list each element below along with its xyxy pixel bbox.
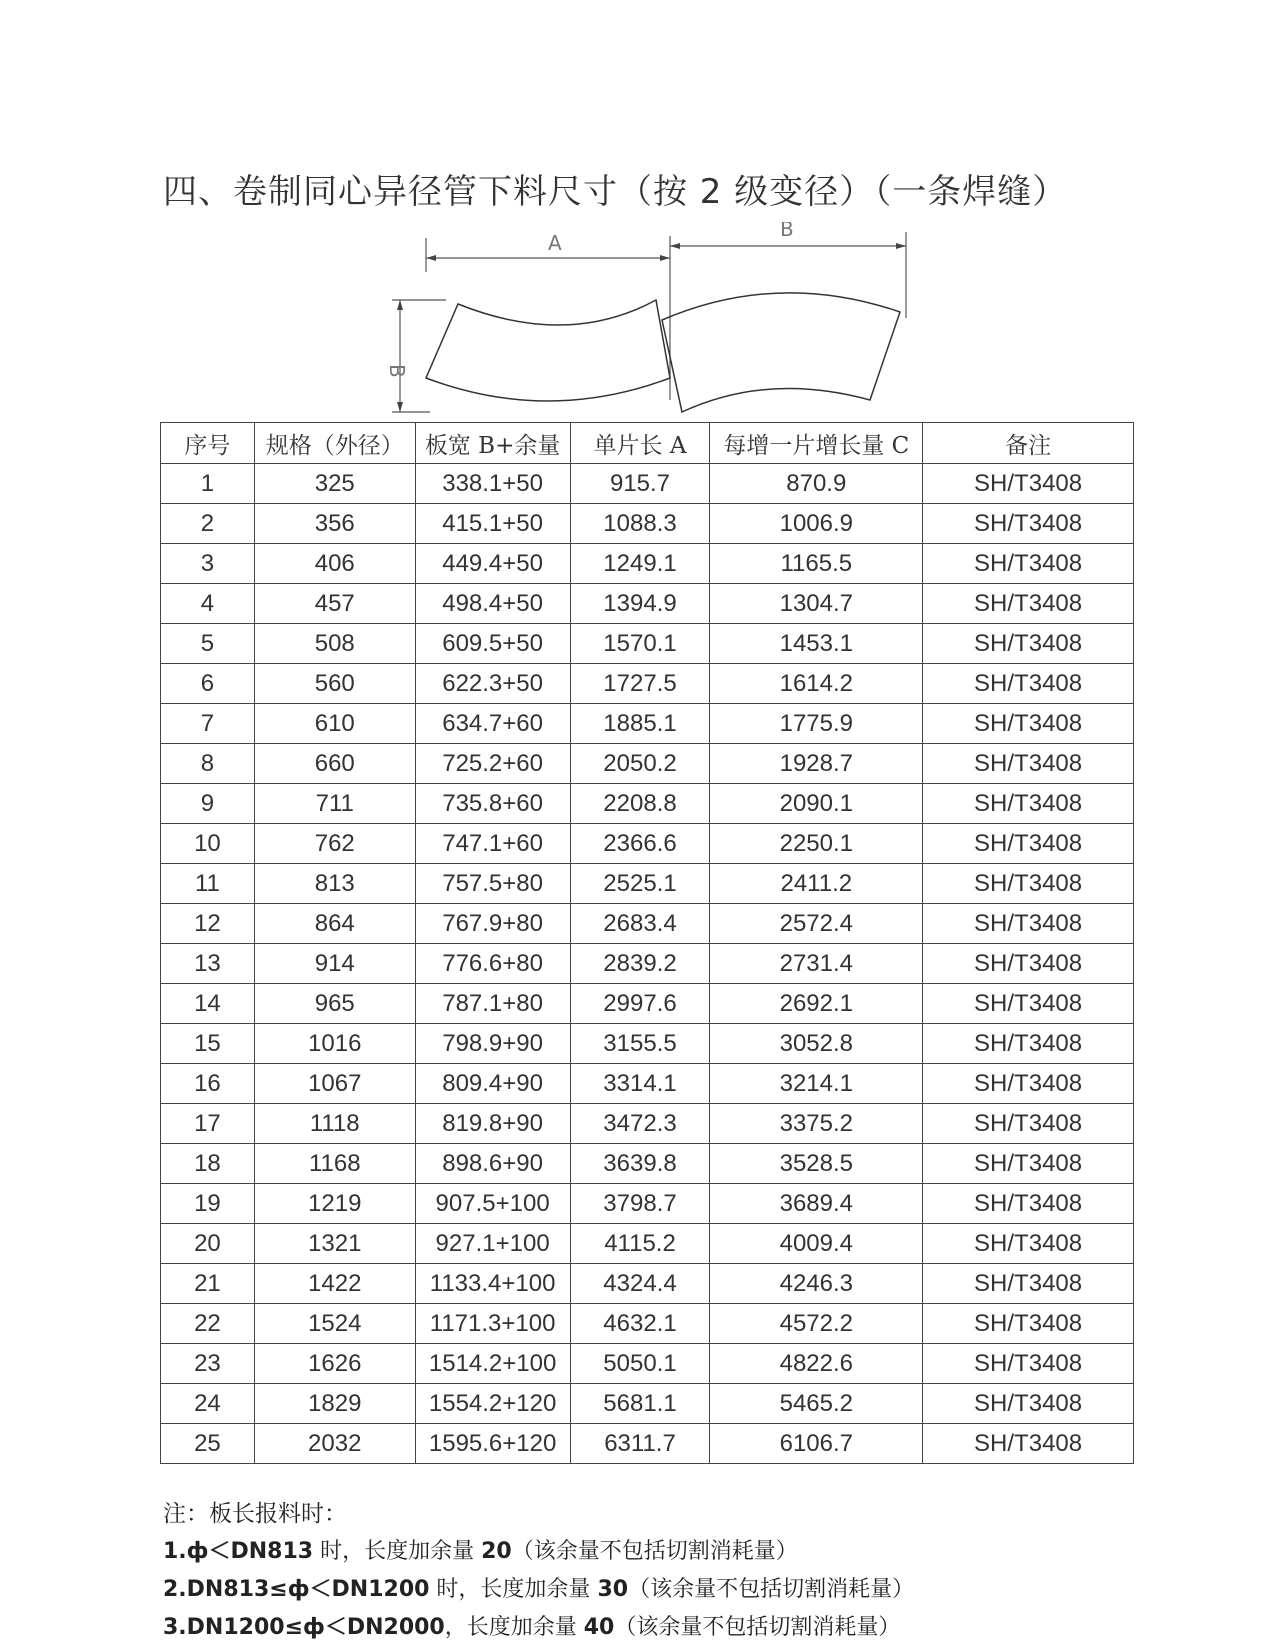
cell-plate-width: 907.5+100 [415,1184,570,1224]
cell-spec: 660 [254,744,415,784]
cell-increment: 1006.9 [710,504,923,544]
cell-remark: SH/T3408 [923,1344,1134,1384]
dim-label-b-top: B [780,222,794,241]
dim-label-b-side: B [385,364,409,378]
table-row [161,984,1134,1024]
note-text: 时，长度加余量 [313,1539,482,1564]
table-row [161,904,1134,944]
cell-increment: 2090.1 [710,784,923,824]
table-row [161,624,1134,664]
cell-plate-width: 634.7+60 [415,704,570,744]
cell-single-length: 1727.5 [570,664,710,704]
note-suffix: （该余量不包括切割消耗量） [614,1615,901,1640]
cell-spec: 508 [254,624,415,664]
cell-index: 2 [161,504,255,544]
cell-remark: SH/T3408 [923,504,1134,544]
cell-index: 5 [161,624,255,664]
cell-plate-width: 757.5+80 [415,864,570,904]
table-row [161,1104,1134,1144]
cell-increment: 1453.1 [710,624,923,664]
cell-plate-width: 1133.4+100 [415,1264,570,1304]
cell-single-length: 2997.6 [570,984,710,1024]
cell-index: 23 [161,1344,255,1384]
arrow-b-side-top [397,300,403,310]
cell-spec: 1067 [254,1064,415,1104]
note-text: ，长度加余量 [444,1615,584,1640]
cell-single-length: 6311.7 [570,1424,710,1464]
cell-plate-width: 735.8+60 [415,784,570,824]
note-amount: 20 [481,1539,512,1564]
cell-single-length: 3639.8 [570,1144,710,1184]
cell-index: 7 [161,704,255,744]
cutting-size-table [160,422,1134,1464]
note-condition: 1.ф＜DN813 [163,1539,314,1564]
note-suffix: （该余量不包括切割消耗量） [628,1577,915,1602]
cell-single-length: 5681.1 [570,1384,710,1424]
cell-index: 12 [161,904,255,944]
cell-remark: SH/T3408 [923,1304,1134,1344]
cell-remark: SH/T3408 [923,1104,1134,1144]
header-plate-width: 板宽 B+余量 [415,423,570,464]
cell-plate-width: 787.1+80 [415,984,570,1024]
table-row [161,1304,1134,1344]
cell-single-length: 1088.3 [570,504,710,544]
note-condition: 2.DN813≤ф＜DN1200 [163,1577,430,1602]
notes-section [163,1495,914,1648]
cell-spec: 2032 [254,1424,415,1464]
cell-increment: 3052.8 [710,1024,923,1064]
cell-single-length: 2525.1 [570,864,710,904]
table-row [161,544,1134,584]
cell-spec: 914 [254,944,415,984]
reducer-layout-diagram [370,222,930,422]
cell-remark: SH/T3408 [923,1064,1134,1104]
note-line [163,1534,914,1565]
cell-increment: 2731.4 [710,944,923,984]
cell-single-length: 4115.2 [570,1224,710,1264]
header-spec: 规格（外径） [254,423,415,464]
table-row [161,1184,1134,1224]
cell-remark: SH/T3408 [923,904,1134,944]
cell-spec: 1016 [254,1024,415,1064]
table-row [161,1144,1134,1184]
cell-single-length: 2050.2 [570,744,710,784]
cell-increment: 3528.5 [710,1144,923,1184]
cell-plate-width: 1554.2+120 [415,1384,570,1424]
cell-remark: SH/T3408 [923,824,1134,864]
table-row [161,824,1134,864]
cell-index: 11 [161,864,255,904]
cell-spec: 1829 [254,1384,415,1424]
cell-increment: 3375.2 [710,1104,923,1144]
cell-increment: 1304.7 [710,584,923,624]
cell-plate-width: 622.3+50 [415,664,570,704]
cell-remark: SH/T3408 [923,864,1134,904]
cell-index: 10 [161,824,255,864]
cell-index: 20 [161,1224,255,1264]
dim-label-a: A [548,231,562,255]
cell-plate-width: 498.4+50 [415,584,570,624]
cell-spec: 356 [254,504,415,544]
cell-remark: SH/T3408 [923,984,1134,1024]
cell-single-length: 2208.8 [570,784,710,824]
cell-spec: 1118 [254,1104,415,1144]
cell-single-length: 2366.6 [570,824,710,864]
cell-index: 17 [161,1104,255,1144]
cell-plate-width: 819.8+90 [415,1104,570,1144]
arrow-b-right [896,243,906,249]
table-row [161,584,1134,624]
cell-plate-width: 449.4+50 [415,544,570,584]
cell-remark: SH/T3408 [923,1224,1134,1264]
cell-single-length: 4324.4 [570,1264,710,1304]
cell-index: 25 [161,1424,255,1464]
cell-spec: 1219 [254,1184,415,1224]
cell-spec: 813 [254,864,415,904]
table-row [161,1224,1134,1264]
note-amount: 30 [597,1577,629,1602]
left-sector-shape [426,300,670,401]
cell-increment: 2411.2 [710,864,923,904]
cell-plate-width: 767.9+80 [415,904,570,944]
cell-single-length: 2839.2 [570,944,710,984]
table-row [161,864,1134,904]
cell-single-length: 1885.1 [570,704,710,744]
table-row [161,1424,1134,1464]
cell-increment: 1614.2 [710,664,923,704]
cell-remark: SH/T3408 [923,704,1134,744]
page-title: 四、卷制同心异径管下料尺寸（按 2 级变径）（一条焊缝） [163,172,1068,212]
cell-single-length: 2683.4 [570,904,710,944]
cell-increment: 4009.4 [710,1224,923,1264]
cell-remark: SH/T3408 [923,744,1134,784]
cell-spec: 325 [254,464,415,504]
cell-index: 16 [161,1064,255,1104]
cell-plate-width: 1595.6+120 [415,1424,570,1464]
cell-plate-width: 798.9+90 [415,1024,570,1064]
cell-index: 1 [161,464,255,504]
cell-index: 22 [161,1304,255,1344]
cell-plate-width: 338.1+50 [415,464,570,504]
cell-spec: 762 [254,824,415,864]
cell-remark: SH/T3408 [923,584,1134,624]
cell-spec: 864 [254,904,415,944]
table-row [161,1064,1134,1104]
arrow-a-right [660,255,670,261]
cell-index: 24 [161,1384,255,1424]
table-row [161,464,1134,504]
cell-increment: 5465.2 [710,1384,923,1424]
cell-single-length: 915.7 [570,464,710,504]
cell-plate-width: 1171.3+100 [415,1304,570,1344]
cell-spec: 610 [254,704,415,744]
arrow-b-side-bottom [397,402,403,412]
notes-heading: 注：板长报料时： [163,1501,347,1527]
cell-plate-width: 1514.2+100 [415,1344,570,1384]
cell-increment: 2250.1 [710,824,923,864]
cell-single-length: 1394.9 [570,584,710,624]
cell-index: 6 [161,664,255,704]
table-row [161,1264,1134,1304]
note-amount: 40 [583,1615,615,1640]
cell-index: 4 [161,584,255,624]
cell-index: 13 [161,944,255,984]
table-row [161,664,1134,704]
cell-spec: 457 [254,584,415,624]
cell-remark: SH/T3408 [923,664,1134,704]
cell-plate-width: 776.6+80 [415,944,570,984]
cell-single-length: 1570.1 [570,624,710,664]
note-text: 时，长度加余量 [429,1577,598,1602]
cell-plate-width: 725.2+60 [415,744,570,784]
cell-plate-width: 809.4+90 [415,1064,570,1104]
cell-remark: SH/T3408 [923,1144,1134,1184]
cell-increment: 1165.5 [710,544,923,584]
cell-plate-width: 927.1+100 [415,1224,570,1264]
cell-single-length: 3155.5 [570,1024,710,1064]
cell-remark: SH/T3408 [923,1264,1134,1304]
cell-increment: 4822.6 [710,1344,923,1384]
cell-index: 9 [161,784,255,824]
diagram-svg [370,222,930,422]
cell-spec: 1422 [254,1264,415,1304]
table-row [161,704,1134,744]
cell-increment: 870.9 [710,464,923,504]
cell-spec: 1321 [254,1224,415,1264]
cell-remark: SH/T3408 [923,544,1134,584]
cell-increment: 4572.2 [710,1304,923,1344]
cell-increment: 1928.7 [710,744,923,784]
cell-single-length: 3472.3 [570,1104,710,1144]
table-row [161,1024,1134,1064]
cell-spec: 1168 [254,1144,415,1184]
cell-increment: 4246.3 [710,1264,923,1304]
header-index: 序号 [161,423,255,464]
cell-remark: SH/T3408 [923,1184,1134,1224]
table-header-row [161,423,1134,464]
table-row [161,784,1134,824]
cell-index: 15 [161,1024,255,1064]
cell-single-length: 3314.1 [570,1064,710,1104]
cell-spec: 1524 [254,1304,415,1344]
cell-plate-width: 609.5+50 [415,624,570,664]
cell-single-length: 3798.7 [570,1184,710,1224]
cell-remark: SH/T3408 [923,944,1134,984]
cell-single-length: 4632.1 [570,1304,710,1344]
cell-increment: 3689.4 [710,1184,923,1224]
table-row [161,1344,1134,1384]
header-remark: 备注 [923,423,1134,464]
header-single-length: 单片长 A [570,423,710,464]
cell-increment: 2692.1 [710,984,923,1024]
right-sector-shape [662,293,900,412]
cell-remark: SH/T3408 [923,464,1134,504]
cell-remark: SH/T3408 [923,624,1134,664]
note-condition: 3.DN1200≤ф＜DN2000 [163,1615,445,1640]
cell-spec: 560 [254,664,415,704]
cell-single-length: 5050.1 [570,1344,710,1384]
cell-spec: 1626 [254,1344,415,1384]
cell-spec: 965 [254,984,415,1024]
cell-increment: 6106.7 [710,1424,923,1464]
cell-increment: 3214.1 [710,1064,923,1104]
cell-increment: 2572.4 [710,904,923,944]
cell-spec: 406 [254,544,415,584]
cell-plate-width: 415.1+50 [415,504,570,544]
table-row [161,744,1134,784]
cell-remark: SH/T3408 [923,1384,1134,1424]
table-row [161,504,1134,544]
cell-index: 21 [161,1264,255,1304]
cell-plate-width: 898.6+90 [415,1144,570,1184]
cell-index: 8 [161,744,255,784]
cell-index: 14 [161,984,255,1024]
cell-spec: 711 [254,784,415,824]
cell-remark: SH/T3408 [923,1424,1134,1464]
table-row [161,944,1134,984]
cell-remark: SH/T3408 [923,1024,1134,1064]
cell-plate-width: 747.1+60 [415,824,570,864]
header-increment: 每增一片增长量 C [710,423,923,464]
cell-single-length: 1249.1 [570,544,710,584]
note-line [163,1572,914,1603]
arrow-b-left [670,243,680,249]
cell-index: 18 [161,1144,255,1184]
note-line [163,1610,914,1641]
note-suffix: （该余量不包括切割消耗量） [511,1539,798,1564]
table-body [161,464,1134,1464]
arrow-a-left [426,255,436,261]
table-row [161,1384,1134,1424]
cell-index: 3 [161,544,255,584]
cell-remark: SH/T3408 [923,784,1134,824]
cell-index: 19 [161,1184,255,1224]
cell-increment: 1775.9 [710,704,923,744]
